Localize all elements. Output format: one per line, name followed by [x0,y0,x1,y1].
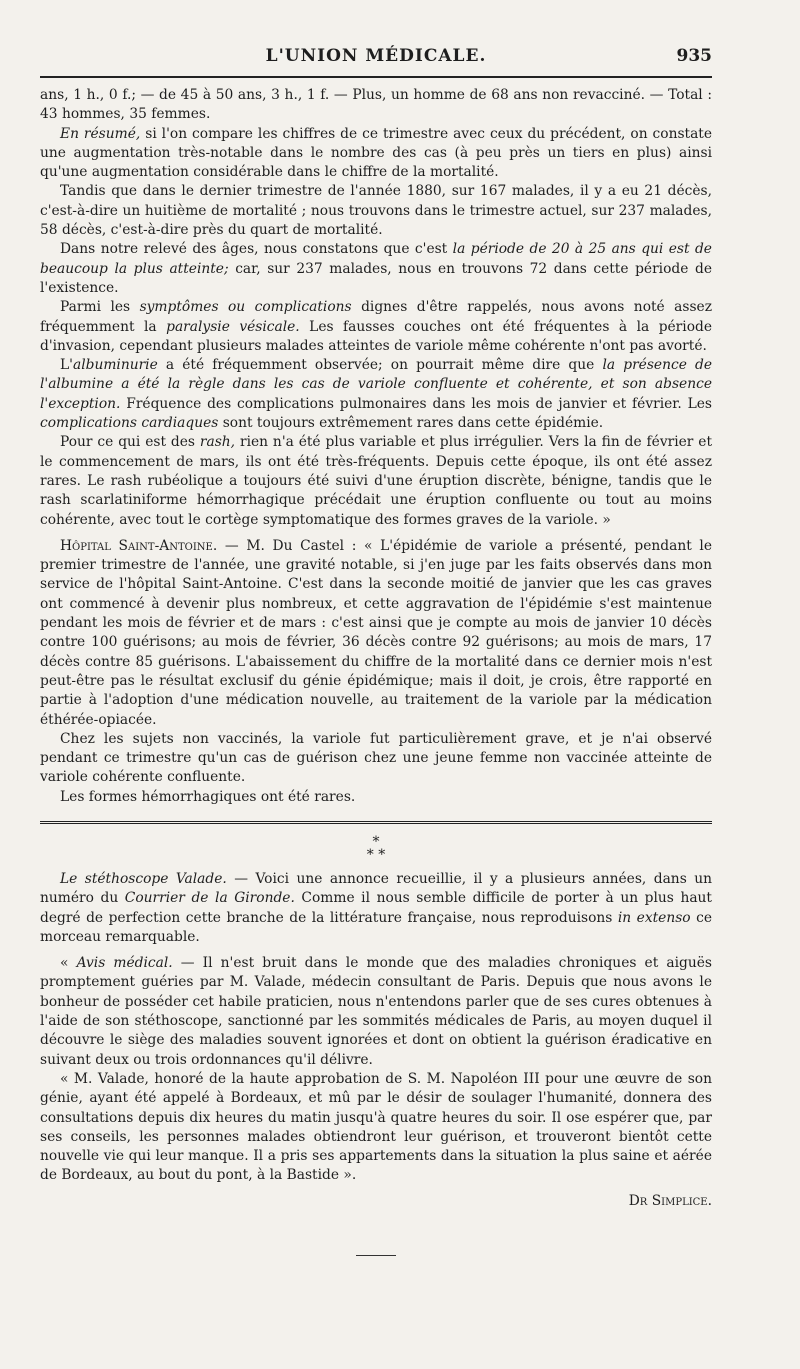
paragraph [40,954,712,1070]
text-run: sont toujours extrêmement rares dans cette épidémie. [218,415,604,432]
paragraph [40,870,712,947]
text-run: — Il n'est bruit dans le monde que des maladies chroniques et aiguës promptement guéries par M. Valade, médecin consultant de Paris. Depuis que nous avons le bonheur de posséder cet habile praticien, nous n'entendons parler que de ses cures obtenues à l'aide de son stéthoscope, sanctionné par les sommités médicales de Paris, au moyen duquel il découvre le siège des maladies souvent ignorées et dont on obtient la guérison éradicative en suivant deux ou trois ordonnances qu'il délivre. [40,955,712,1068]
text-run: a été fréquemment observée; on pourrait même dire que [157,357,603,374]
italic-text: En résumé, [60,125,141,142]
italic-text: Courrier de la Gironde. [124,890,295,907]
page-number: 935 [676,46,712,66]
text-run: rien n'a été plus variable et plus irrégulier. Vers la fin de février et le commencement de mars, ils ont été très-fréquents. Depuis cette époque, ils ont été assez rares. Le rash rubéolique a toujours été suivi d'une éruption discrète, bénigne, tandis que le rash scarlatiniforme hémorrhagique précédait une éruption confluente ou tout au moins cohérente, avec tout le cortège symptomatique des formes graves de la variole. » [40,434,712,528]
text-run: L' [60,357,73,374]
text-run: ce morceau remarquable. [40,909,712,945]
text-run: dignes d'être rappelés, nous avons noté assez fréquemment la [40,299,712,335]
paragraph [40,433,712,529]
italic-text: rash, [199,434,236,451]
signature-text: Dr Simplice. [628,1192,712,1209]
paragraph [40,240,712,298]
text-run: Comme il nous semble difficile de porter à un plus haut degré de perfection cette branche de la littérature française, nous reproduisons [40,890,712,926]
paragraph [40,125,712,183]
paragraph [40,182,712,240]
paragraph [40,537,712,730]
text-run: « [60,955,77,972]
paragraph [40,356,712,433]
text-run: « M. Valade, honoré de la haute approbation de S. M. Napoléon III pour une œuvre de son génie, ayant été appelé à Bordeaux, et mû par le désir de soulager l'humanité, donnera des consultations depuis dix heures du matin jusqu'à quatre heures du soir. Il ose espérer que, par ses conseils, les personnes malades obtiendront leur guérison, et trouveront bientôt cette nouvelle vie qui leur manque. Il a pris ses appartements dans la situation la plus saine et aérée de Bordeaux, au bout du pont, à la Bastide ». [40,1070,712,1184]
italic-text: Le stéthoscope Valade. [60,870,227,887]
text-run: — Voici une annonce recueillie, il y a plusieurs années, dans un numéro du [40,870,712,907]
italic-text: in extenso [617,909,691,926]
italic-text: la présence de l'albumine a été la règle dans les cas de variole confluente et cohérente, et son absence l'exception. [40,357,712,412]
italic-text: symptômes ou complications [139,299,352,316]
italic-text: Avis médical. [76,955,173,972]
italic-text: albuminurie [72,357,158,374]
page-header [40,40,712,78]
smallcaps-text: Hôpital Saint-Antoine. [60,537,218,554]
text-run: Les formes hémorrhagiques ont été rares. [60,788,356,805]
paragraph [40,298,712,356]
italic-text: la période de 20 à 25 ans qui est de beaucoup la plus atteinte; [40,241,712,277]
paragraph [40,1070,712,1186]
text-run: — M. Du Castel : « L'épidémie de variole a présenté, pendant le premier trimestre de l'année, une gravité notable, si j'en juge par les faits observés dans mon service de l'hôpital Saint-Antoine. C'est dans la seconde moitié de janvier que les cas graves ont commencé à devenir plus nombreux, et cette aggravation de l'épidémie s'est maintenue pendant les mois de février et de mars : c'est ainsi que je compte au mois de janvier 10 décès contre 100 guérisons; au mois de février, 36 décès contre 92 guérisons; au mois de mars, 17 décès contre 85 guérisons. L'abaissement du chiffre de la mortalité dans ce dernier mois n'est peut-être pas le résultat exclusif du génie épidémique; mais il doit, je crois, être rapporté en partie à l'adoption d'une médication nouvelle, au traitement de la variole par la médication éthérée-opiacée. [40,537,712,728]
paragraph [40,730,712,788]
asterism: * * * [366,833,386,863]
text-run: Fréquence des complications pulmonaires dans les mois de janvier et février. Les [120,395,712,412]
text-run: Parmi les [60,299,140,316]
italic-text: paralysie vésicale. [166,318,300,335]
end-rule [356,1255,396,1256]
article-body [40,86,712,1256]
text-run: ans, 1 h., 0 f.; — de 45 à 50 ans, 3 h., 1 f. — Plus, un homme de 68 ans non revacciné. — Total : 43 hommes, 35 femmes. [40,87,712,123]
text-run: Les fausses couches ont été fréquentes à la période d'invasion, cependant plusieurs malades atteintes de variole même cohérente n'ont pas avorté. [40,318,712,354]
paragraph [40,788,712,807]
running-title: L'UNION MÉDICALE. [265,46,487,66]
text-run: si l'on compare les chiffres de ce trimestre avec ceux du précédent, on constate une augmentation très-notable dans le nombre des cas (à peu près un tiers en plus) ainsi qu'une augmentation considérable dans le chiffre de la mortalité. [40,125,713,181]
signature [40,1192,712,1211]
section-divider [40,821,712,824]
text-run: Dans notre relevé des âges, nous constatons que c'est [60,241,453,258]
text-run: Chez les sujets non vaccinés, la variole fut particulièrement grave, et je n'ai observé pendant ce trimestre qu'un cas de guérison chez une jeune femme non vaccinée atteinte de variole cohérente confluente. [40,730,712,786]
text-run: car, sur 237 malades, nous en trouvons 72 dans cette période de l'existence. [40,260,712,296]
text-run: Pour ce qui est des [60,434,200,451]
italic-text: complications cardiaques [40,415,219,432]
text-run: Tandis que dans le dernier trimestre de l'année 1880, sur 167 malades, il y a eu 21 décès, c'est-à-dire un huitième de mortalité ; nous trouvons dans le trimestre actuel, sur 237 malades, 58 décès, c'est-à-dire près du quart de mortalité. [40,183,712,239]
paragraph [40,86,712,125]
